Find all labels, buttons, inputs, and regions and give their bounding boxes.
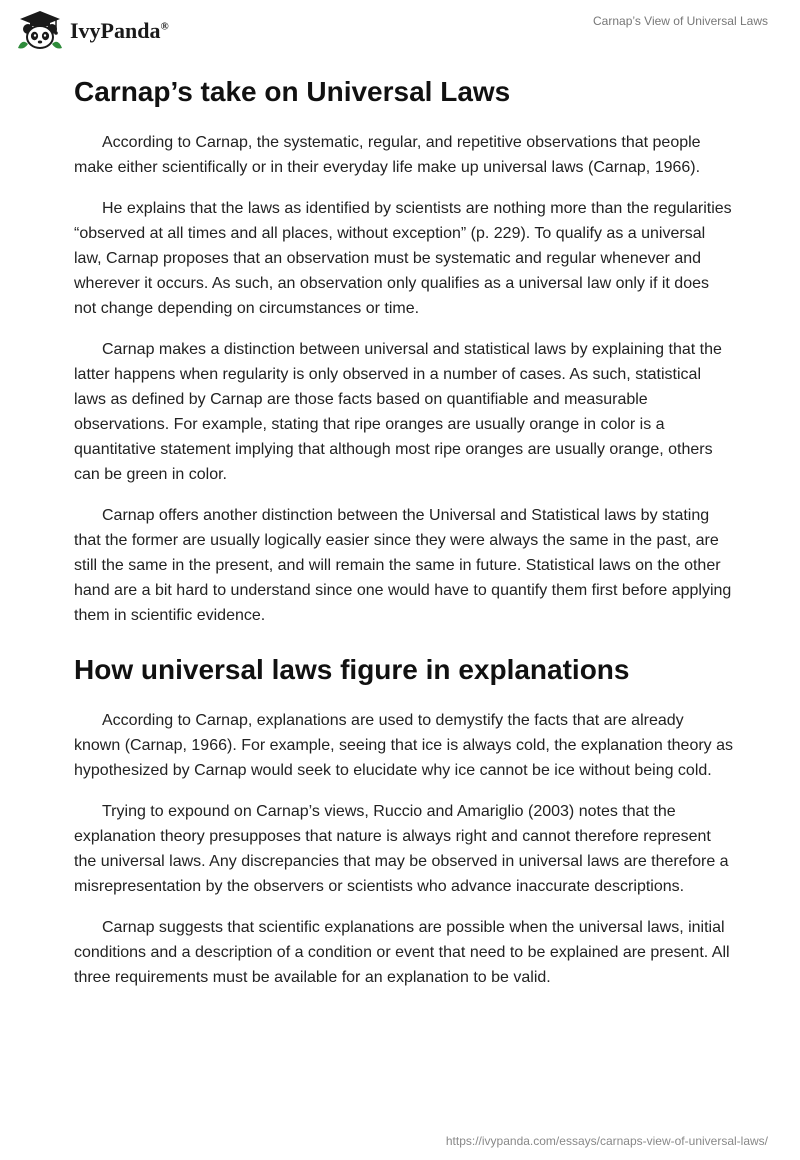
page-header <box>0 0 800 60</box>
registered-mark: ® <box>160 20 169 33</box>
panda-graduate-icon <box>16 8 64 52</box>
paragraph: He explains that the laws as identified by scientists are nothing more than the regularities “observed at all times and all places, without exception” (p. 229). To qualify as a universal law, Carnap proposes that an observation must be systematic and regular whenever and wherever it occurs. As such, an observation only qualifies as a universal law only if it does not change depending on circumstances or time. <box>74 200 732 317</box>
source-url[interactable]: https://ivypanda.com/essays/carnaps-view-of-universal-laws/ <box>445 1134 768 1148</box>
section-heading-universal-laws: Carnap’s take on Universal Laws <box>74 76 511 107</box>
site-logo[interactable] <box>16 8 169 52</box>
paragraph: Carnap makes a distinction between universal and statistical laws by explaining that the latter happens when regularity is only observed in a number of cases. As such, statistical laws as defined by Carnap are those facts based on quantifiable and measurable observations. For example, stating that ripe oranges are usually orange in color is a quantitative statement implying that although most ripe oranges are usually orange, others can be green in color. <box>74 341 722 483</box>
paragraph: According to Carnap, the systematic, regular, and repetitive observations that people make either scientifically or in their everyday life make up universal laws (Carnap, 1966). <box>74 134 701 176</box>
paragraph: According to Carnap, explanations are used to demystify the facts that are already known (Carnap, 1966). For example, seeing that ice is always cold, the explanation theory as hypothesized by Carnap would seek to elucidate why ice cannot be ice without being cold. <box>74 712 734 779</box>
article-body <box>74 76 734 990</box>
paragraph: Carnap offers another distinction between the Universal and Statistical laws by stating that the former are usually logically easier since they were always the same in the past, are still the same in the present, and will remain the same in future. Statistical laws on the other hand are a bit hard to understand since one would have to quantify them first before applying them in scientific evidence. <box>74 507 732 624</box>
section-heading-explanations: How universal laws figure in explanations <box>74 654 630 685</box>
document-title: Carnap’s View of Universal Laws <box>593 14 768 28</box>
logo-text: IvyPanda <box>70 18 161 43</box>
paragraph: Trying to expound on Carnap’s views, Ruccio and Amariglio (2003) notes that the explanation theory presupposes that nature is always right and cannot therefore represent the universal laws. Any discrepancies that may be observed in universal laws are therefore a misrepresentation by the observers or scientists who advance inaccurate descriptions. <box>74 803 729 895</box>
paragraph: Carnap suggests that scientific explanations are possible when the universal laws, initial conditions and a description of a condition or event that need to be explained are present. All three requirements must be available for an explanation to be valid. <box>74 919 730 986</box>
